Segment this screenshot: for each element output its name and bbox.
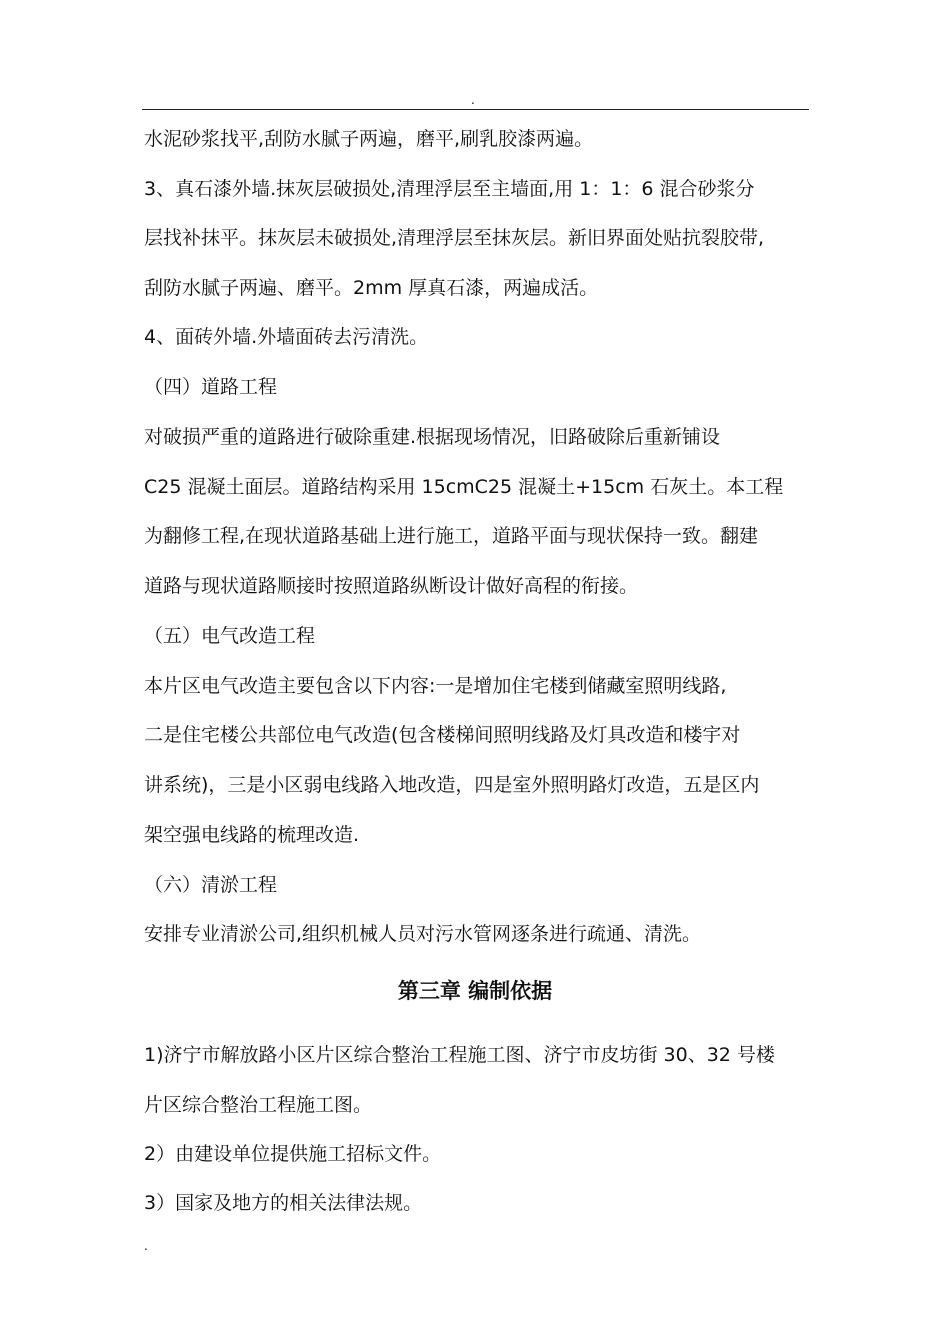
- basis-item: 3）国家及地方的相关法律法规。: [144, 1192, 423, 1214]
- text-line: 4、面砖外墙.外墙面砖去污清洗。: [144, 326, 429, 348]
- text-line: 水泥砂浆找平,刮防水腻子两遍，磨平,刷乳胶漆两遍。: [144, 128, 594, 150]
- header-mark: .: [471, 93, 475, 107]
- section-heading: （五）电气改造工程: [144, 625, 316, 647]
- text-line: 本片区电气改造主要包含以下内容:一是增加住宅楼到储藏室照明线路,: [144, 675, 727, 697]
- text-line: 刮防水腻子两遍、磨平。2mm 厚真石漆，两遍成活。: [144, 277, 599, 299]
- chapter-title: 第三章 编制依据: [397, 979, 553, 1003]
- footer-mark: .: [144, 1239, 148, 1253]
- text-line: 安排专业清淤公司,组织机械人员对污水管网逐条进行疏通、清洗。: [144, 923, 702, 945]
- basis-item: 1)济宁市解放路小区片区综合整治工程施工图、济宁市皮坊街 30、32 号楼: [144, 1044, 775, 1066]
- header-rule: [142, 109, 809, 110]
- section-heading: （四）道路工程: [144, 376, 278, 398]
- basis-item: 片区综合整治工程施工图。: [144, 1094, 373, 1116]
- text-line: 对破损严重的道路进行破除重建.根据现场情况，旧路破除后重新铺设: [144, 426, 721, 448]
- text-line: 3、真石漆外墙.抹灰层破损处,清理浮层至主墙面,用 1：1：6 混合砂浆分: [144, 178, 755, 200]
- text-line: 层找补抹平。抹灰层未破损处,清理浮层至抹灰层。新旧界面处贴抗裂胶带,: [144, 227, 765, 249]
- text-line: 二是住宅楼公共部位电气改造(包含楼梯间照明线路及灯具改造和楼宇对: [144, 724, 741, 746]
- text-line: 道路与现状道路顺接时按照道路纵断设计做好高程的衔接。: [144, 575, 639, 597]
- text-line: 架空强电线路的梳理改造.: [144, 824, 360, 846]
- text-line: 讲系统)，三是小区弱电线路入地改造，四是室外照明路灯改造，五是区内: [144, 774, 760, 796]
- text-line: C25 混凝土面层。道路结构采用 15cmC25 混凝土+15cm 石灰土。本工程: [144, 476, 784, 498]
- section-heading: （六）清淤工程: [144, 874, 278, 896]
- text-line: 为翻修工程,在现状道路基础上进行施工，道路平面与现状保持一致。翻建: [144, 525, 759, 547]
- basis-item: 2）由建设单位提供施工招标文件。: [144, 1143, 442, 1165]
